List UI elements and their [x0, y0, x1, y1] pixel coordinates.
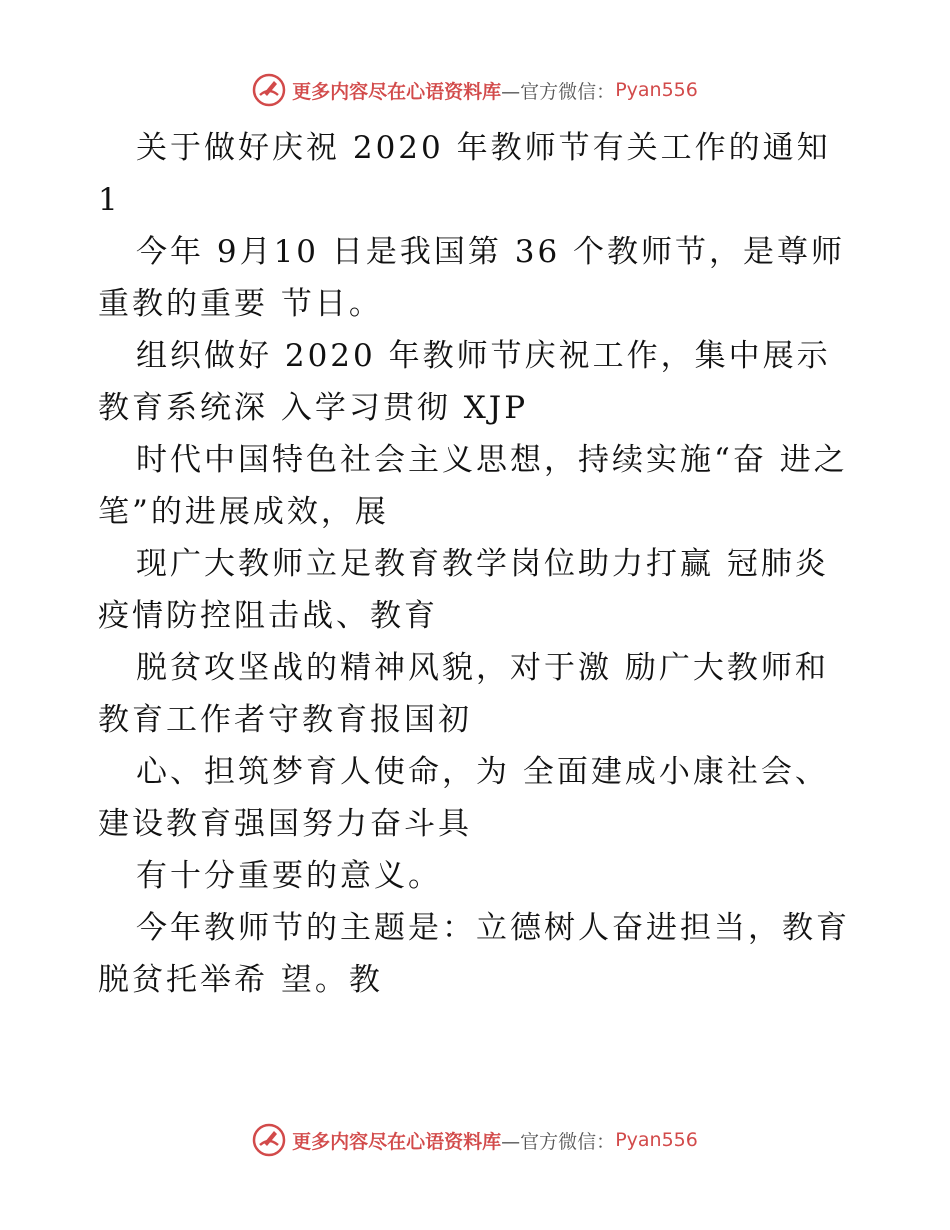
paragraph: 今年 9月10 日是我国第 36 个教师节，是尊师重教的重要 节日。 — [98, 234, 846, 322]
paragraph: 时代中国特色社会主义思想，持续实施“奋 进之笔”的进展成效，展 — [98, 442, 848, 530]
book-pen-logo-icon — [252, 1123, 286, 1157]
paragraph-title: 关于做好庆祝 2020 年教师节有关工作的通知 1 — [98, 130, 831, 218]
footer-banner — [0, 1120, 950, 1160]
header-banner — [0, 70, 950, 110]
paragraph: 组织做好 2020 年教师节庆祝工作，集中展示教育系统深 入学习贯彻 XJP — [98, 338, 831, 426]
footer-separator-text: —官方微信： — [501, 1130, 616, 1153]
paragraph: 有十分重要的意义。 — [136, 858, 442, 894]
document-body — [98, 122, 858, 1006]
paragraph: 今年教师节的主题是：立德树人奋进担当，教育脱贫托举希 望。教 — [98, 910, 850, 998]
footer-wechat-id: Pyan556 — [615, 1129, 698, 1151]
header-brand-text: 更多内容尽在心语资料库 — [292, 80, 502, 103]
paragraph: 现广大教师立足教育教学岗位助力打赢 冠肺炎疫情防控阻击战、教育 — [98, 546, 829, 634]
footer-brand-text: 更多内容尽在心语资料库 — [292, 1130, 502, 1153]
paragraph: 脱贫攻坚战的精神风貌，对于激 励广大教师和教育工作者守教育报国初 — [98, 650, 829, 738]
book-pen-logo-icon — [252, 73, 286, 107]
header-wechat-id: Pyan556 — [615, 79, 698, 101]
paragraph: 心、担筑梦育人使命，为 全面建成小康社会、建设教育强国努力奋斗具 — [98, 754, 829, 842]
header-separator-text: —官方微信： — [501, 80, 616, 103]
